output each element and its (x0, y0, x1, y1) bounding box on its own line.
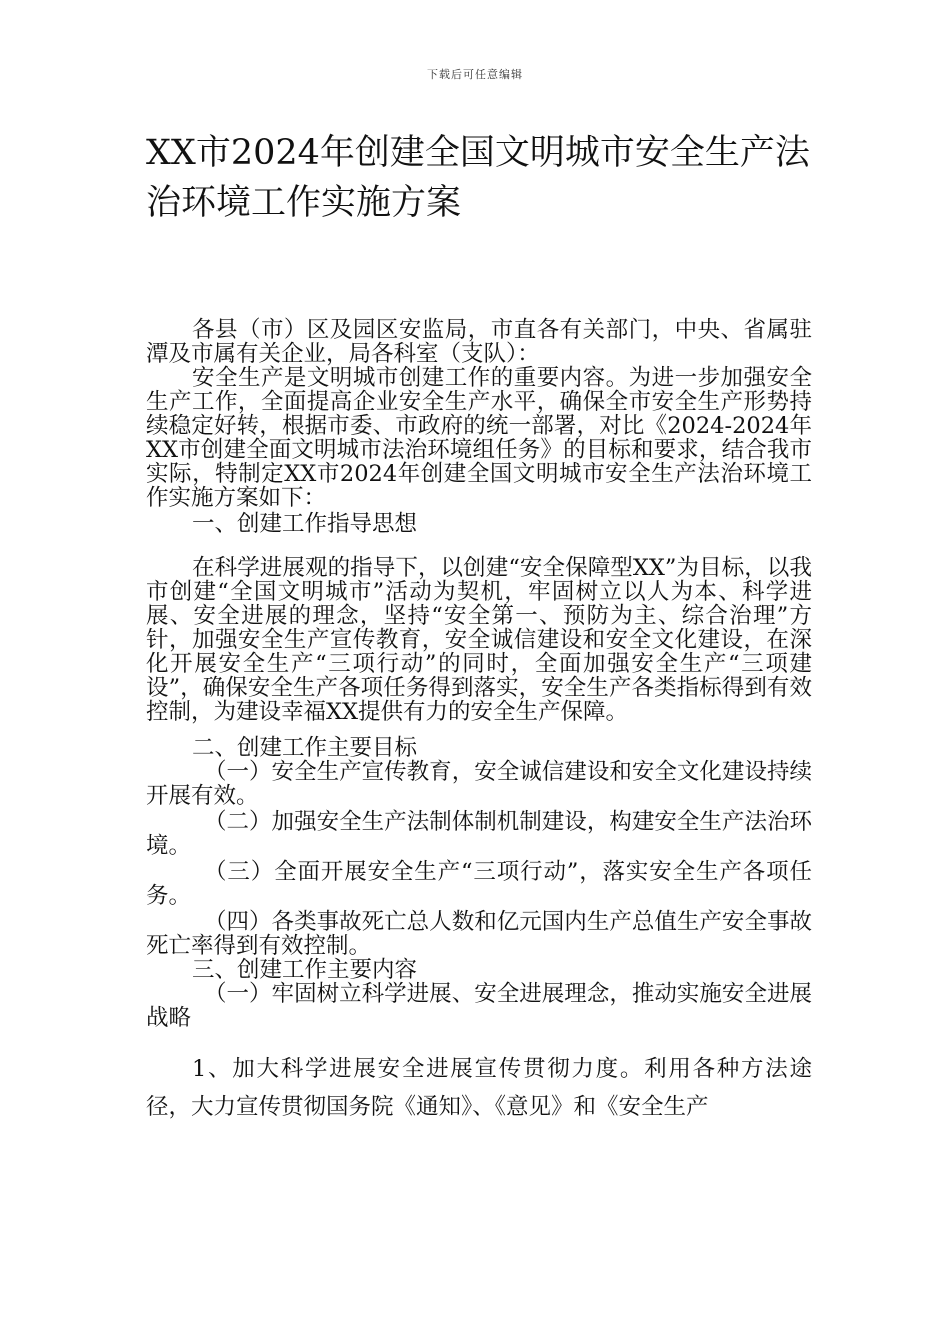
document-title: XX市2024年创建全国文明城市安全生产法治环境工作实施方案 (146, 133, 810, 223)
content-item-1: （一）牢固树立科学进展、安全进展理念，推动实施安全进展战略 (146, 981, 812, 1031)
salutation-paragraph: 各县（市）区及园区安监局，市直各有关部门，中央、省属驻潭及市属有关企业，局各科室（支队）： (146, 317, 812, 367)
goal-item-3: （三）全面开展安全生产“三项行动”，落实安全生产各项任务。 (146, 859, 812, 909)
section-heading-2: 二、创建工作主要目标 (192, 735, 418, 761)
goal-item-1: （一）安全生产宣传教育，安全诚信建设和安全文化建设持续开展有效。 (146, 759, 812, 809)
section-heading-1: 一、创建工作指导思想 (192, 511, 418, 537)
header-note: 下载后可任意编辑 (427, 68, 523, 81)
section-heading-3: 三、创建工作主要内容 (192, 957, 418, 983)
document-body (146, 318, 812, 1126)
goal-item-2: （二）加强安全生产法制体制机制建设，构建安全生产法治环境。 (146, 809, 812, 859)
intro-paragraph: 安全生产是文明城市创建工作的重要内容。为进一步加强安全生产工作，全面提高企业安全生产水平，确保全市安全生产形势持续稳定好转，根据市委、市政府的统一部署，对比《2024-2024年XX市创建全面文明城市法治环境组任务》的目标和要求，结合我市实际，特制定XX市2024年创建全国文明城市安全生产法治环境工作实施方案如下： (146, 365, 812, 511)
content-subitem-1: 1、加大科学进展安全进展宣传贯彻力度。利用各种方法途径，大力宣传贯彻国务院《通知》、《意见》和《安全生产 (146, 1056, 812, 1120)
guiding-ideology-paragraph: 在科学进展观的指导下，以创建“安全保障型XX”为目标，以我市创建“全国文明城市”活动为契机，牢固树立以人为本、科学进展、安全进展的理念，坚持“安全第一、预防为主、综合治理”方针，加强安全生产宣传教育，安全诚信建设和安全文化建设，在深化开展安全生产“三项行动”的同时，全面加强安全生产“三项建设”，确保安全生产各项任务得到落实，安全生产各类指标得到有效控制，为建设幸福XX提供有力的安全生产保障。 (146, 555, 812, 725)
goal-item-4: （四）各类事故死亡总人数和亿元国内生产总值生产安全事故死亡率得到有效控制。 (146, 909, 812, 959)
